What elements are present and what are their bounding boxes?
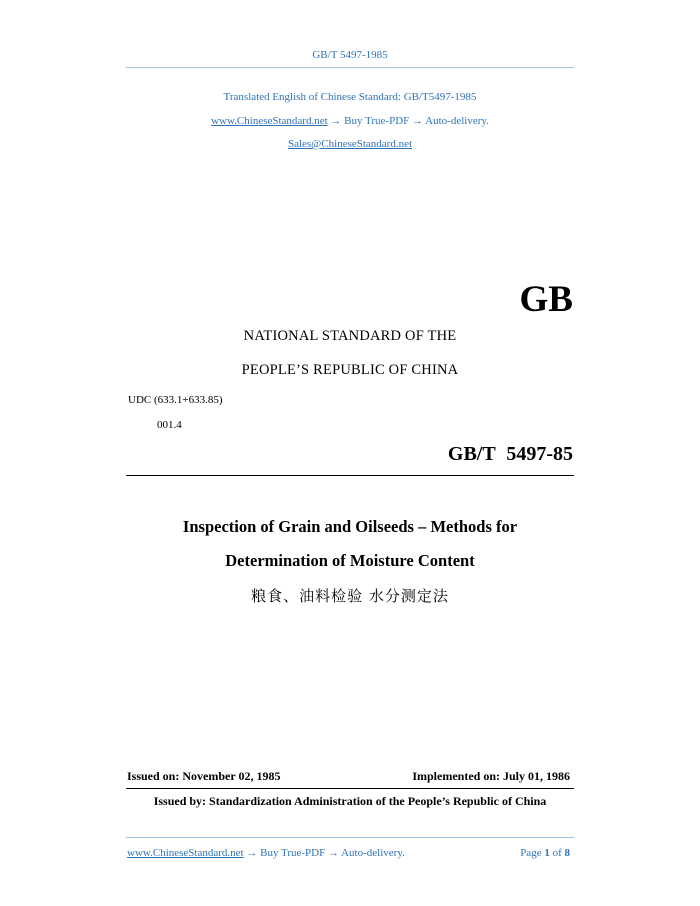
- footer-site-link[interactable]: www.ChineseStandard.net: [127, 847, 244, 859]
- issued-on-date: Issued on: November 02, 1985: [127, 769, 281, 783]
- page-indicator: [520, 847, 570, 859]
- document-title-line1: Inspection of Grain and Oilseeds – Methods for: [182, 517, 518, 536]
- page-current: 1: [544, 847, 550, 859]
- gb-mark: GB: [519, 279, 573, 320]
- footer-promo-text: → Buy True-PDF → Auto-delivery.: [243, 847, 405, 859]
- national-standard-line2: PEOPLE’S REPUBLIC OF CHINA: [241, 362, 459, 378]
- implemented-on-date: Implemented on: July 01, 1986: [412, 769, 570, 783]
- page-label: Page: [520, 847, 542, 859]
- page-of: of: [552, 847, 562, 859]
- footer-divider: [126, 837, 574, 838]
- standard-number: GB/T 5497-85: [447, 443, 573, 465]
- document-title-chinese: 粮食、油料检验 水分测定法: [251, 587, 449, 605]
- promo-line: [0, 115, 700, 127]
- title-divider: [126, 475, 574, 476]
- promo-text: → Buy True-PDF → Auto-delivery.: [327, 115, 489, 127]
- page-total: 8: [564, 847, 570, 859]
- site-link[interactable]: www.ChineseStandard.net: [211, 115, 328, 127]
- email-line: [0, 138, 700, 150]
- issuing-authority: Issued by: Standardization Administration of the People’s Republic of China: [153, 794, 547, 808]
- footer-promo: [127, 847, 405, 859]
- email-link[interactable]: Sales@ChineseStandard.net: [287, 138, 413, 150]
- national-standard-line1: NATIONAL STANDARD OF THE: [243, 328, 457, 344]
- running-header: GB/T 5497-1985: [312, 49, 388, 61]
- document-title-line2: Determination of Moisture Content: [225, 551, 475, 570]
- udc-code: UDC (633.1+633.85): [128, 394, 223, 406]
- udc-subcode: 001.4: [157, 419, 182, 431]
- issue-divider: [126, 788, 574, 789]
- translation-note: Translated English of Chinese Standard: GB/T5497-1985: [223, 91, 477, 103]
- header-divider: [126, 67, 574, 68]
